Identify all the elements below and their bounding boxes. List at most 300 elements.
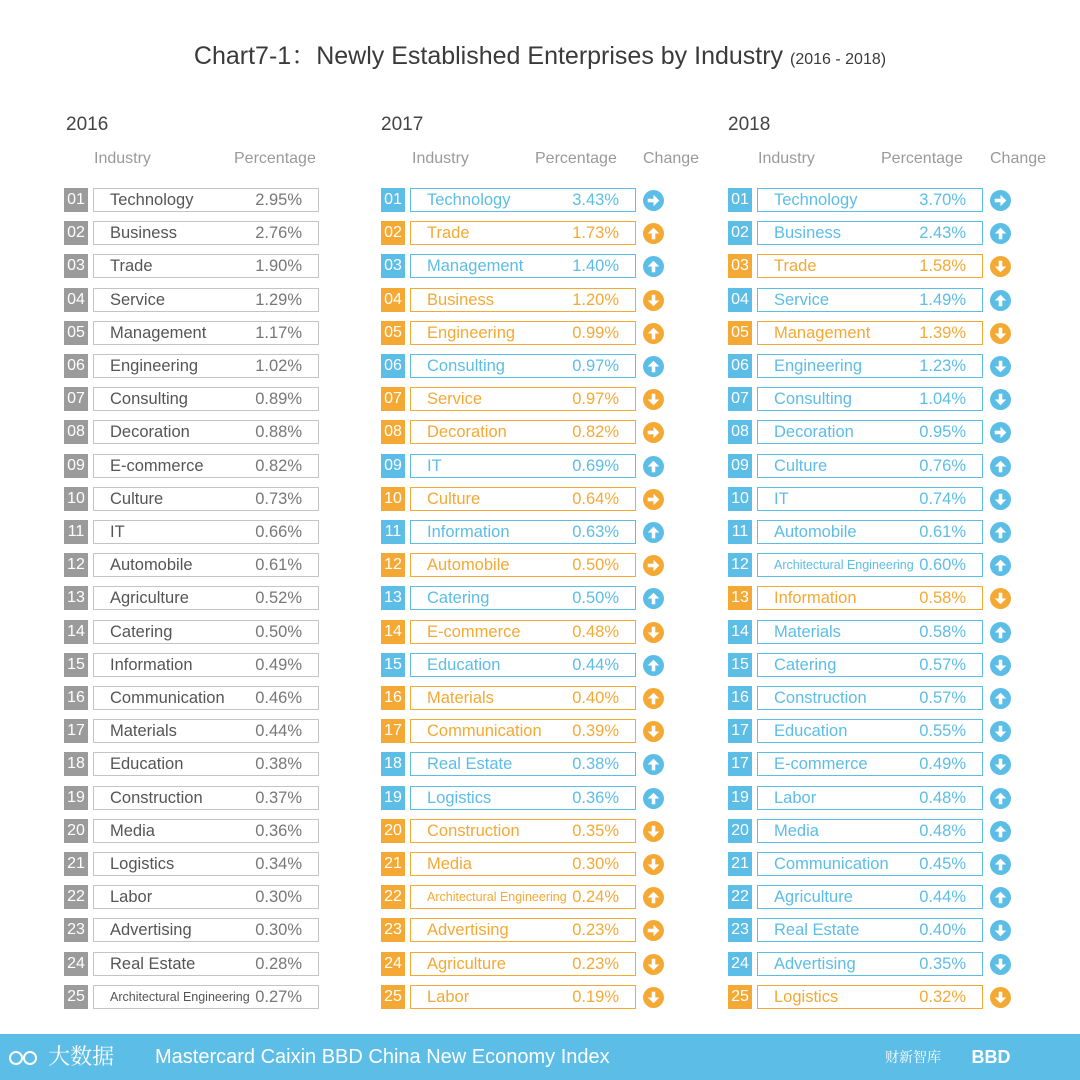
rank-number: 17 <box>64 719 88 743</box>
percentage-value: 0.60% <box>919 556 966 574</box>
chart-title-sub: (2016 - 2018) <box>790 51 887 68</box>
percentage-value: 0.44% <box>572 656 619 674</box>
ranking-row <box>64 354 348 378</box>
rank-number: 23 <box>381 918 405 942</box>
rank-number: 03 <box>381 254 405 278</box>
ranking-row <box>728 719 1012 743</box>
change-down-icon <box>990 987 1011 1008</box>
percentage-value: 0.30% <box>255 921 302 939</box>
industry-label: Real Estate <box>427 755 513 773</box>
caixin-insight-logo: 财新智库 <box>885 1049 941 1065</box>
rank-number: 21 <box>381 852 405 876</box>
percentage-value: 0.50% <box>572 589 619 607</box>
change-down-icon <box>643 389 664 410</box>
industry-label: Labor <box>774 789 817 807</box>
industry-cell <box>410 985 636 1009</box>
rank-number: 24 <box>64 952 88 976</box>
ranking-row <box>728 786 1012 810</box>
change-up-icon <box>990 854 1011 875</box>
rank-number: 06 <box>381 354 405 378</box>
ranking-row <box>728 852 1012 876</box>
rank-number: 09 <box>728 454 752 478</box>
percentage-value: 0.19% <box>572 988 619 1006</box>
change-right-icon <box>643 555 664 576</box>
rank-number: 12 <box>64 553 88 577</box>
bbd-logo-text: BBD <box>971 1047 1011 1067</box>
industry-label: Materials <box>110 722 177 740</box>
industry-label: Catering <box>774 656 837 674</box>
change-up-icon <box>990 290 1011 311</box>
rank-number: 16 <box>381 686 405 710</box>
ranking-row <box>381 288 665 312</box>
change-up-icon <box>990 555 1011 576</box>
change-right-icon <box>643 920 664 941</box>
industry-cell <box>757 321 983 345</box>
change-up-icon <box>990 456 1011 477</box>
rank-number: 22 <box>64 885 88 909</box>
industry-cell <box>757 686 983 710</box>
ranking-row <box>728 885 1012 909</box>
rank-number: 17 <box>381 719 405 743</box>
industry-label: Trade <box>110 257 153 275</box>
ranking-row <box>728 752 1012 776</box>
percentage-value: 0.32% <box>919 988 966 1006</box>
industry-label: Materials <box>774 623 841 641</box>
rank-number: 14 <box>64 620 88 644</box>
percentage-value: 0.61% <box>255 556 302 574</box>
rank-number: 06 <box>64 354 88 378</box>
industry-label: Information <box>427 523 510 541</box>
industry-label: Advertising <box>774 955 856 973</box>
industry-label: Service <box>774 291 830 309</box>
change-down-icon <box>990 721 1011 742</box>
ranking-row <box>381 819 665 843</box>
percentage-value: 0.97% <box>572 357 619 375</box>
ranking-row <box>381 188 665 212</box>
industry-label: Consulting <box>427 357 505 375</box>
change-down-icon <box>990 323 1011 344</box>
header-percentage: Percentage <box>535 150 617 167</box>
industry-cell <box>410 918 636 942</box>
industry-cell <box>93 852 319 876</box>
industry-cell <box>757 454 983 478</box>
ranking-row <box>728 918 1012 942</box>
industry-cell <box>93 520 319 544</box>
ranking-row <box>728 354 1012 378</box>
percentage-value: 0.30% <box>255 888 302 906</box>
rank-number: 10 <box>64 487 88 511</box>
industry-label: E-commerce <box>427 623 521 641</box>
ranking-row <box>64 852 348 876</box>
change-up-icon <box>643 522 664 543</box>
industry-label: Architectural Engineering <box>110 989 250 1004</box>
industry-label: Technology <box>774 191 858 209</box>
change-right-icon <box>990 422 1011 443</box>
industry-label: Information <box>774 589 857 607</box>
industry-label: Engineering <box>427 324 516 342</box>
industry-label: Labor <box>110 888 153 906</box>
ranking-row <box>64 819 348 843</box>
industry-cell <box>410 819 636 843</box>
industry-label: Consulting <box>774 390 852 408</box>
industry-label: Communication <box>110 689 225 707</box>
ranking-row <box>64 420 348 444</box>
industry-label: Trade <box>774 257 817 275</box>
rank-number: 16 <box>64 686 88 710</box>
industry-cell <box>93 553 319 577</box>
header-percentage: Percentage <box>881 150 963 167</box>
ranking-row <box>381 852 665 876</box>
ranking-row <box>728 288 1012 312</box>
rank-number: 15 <box>64 653 88 677</box>
industry-label: Service <box>110 291 166 309</box>
industry-label: Communication <box>774 855 889 873</box>
percentage-value: 1.73% <box>572 224 619 242</box>
ranking-row <box>728 819 1012 843</box>
rank-number: 11 <box>381 520 405 544</box>
change-up-icon <box>990 622 1011 643</box>
industry-cell <box>93 188 319 212</box>
industry-cell <box>93 885 319 909</box>
industry-label: Logistics <box>110 855 175 873</box>
industry-cell <box>757 852 983 876</box>
ranking-row <box>381 387 665 411</box>
industry-cell <box>410 786 636 810</box>
industry-label: Automobile <box>110 556 193 574</box>
industry-cell <box>93 719 319 743</box>
industry-label: Business <box>110 224 177 242</box>
industry-label: Trade <box>427 224 470 242</box>
industry-cell <box>757 553 983 577</box>
rank-number: 17 <box>728 752 752 776</box>
ranking-row <box>381 420 665 444</box>
change-down-icon <box>643 987 664 1008</box>
percentage-value: 0.37% <box>255 789 302 807</box>
rank-number: 10 <box>381 487 405 511</box>
change-down-icon <box>643 821 664 842</box>
rank-number: 09 <box>64 454 88 478</box>
rank-number: 02 <box>64 221 88 245</box>
ranking-row <box>728 520 1012 544</box>
industry-label: Construction <box>774 689 867 707</box>
industry-cell <box>410 553 636 577</box>
industry-label: Management <box>110 324 207 342</box>
change-down-icon <box>990 754 1011 775</box>
ranking-row <box>381 221 665 245</box>
percentage-value: 0.28% <box>255 955 302 973</box>
percentage-value: 0.64% <box>572 490 619 508</box>
percentage-value: 0.97% <box>572 390 619 408</box>
rank-number: 11 <box>64 520 88 544</box>
ranking-row <box>64 952 348 976</box>
ranking-row <box>728 254 1012 278</box>
header-percentage: Percentage <box>234 150 316 167</box>
industry-cell <box>757 620 983 644</box>
industry-label: Catering <box>427 589 490 607</box>
change-down-icon <box>990 920 1011 941</box>
industry-cell <box>93 819 319 843</box>
industry-cell <box>757 254 983 278</box>
ranking-row <box>381 321 665 345</box>
rank-number: 10 <box>728 487 752 511</box>
ranking-row <box>381 620 665 644</box>
percentage-value: 1.20% <box>572 291 619 309</box>
change-up-icon <box>990 688 1011 709</box>
rank-number: 02 <box>381 221 405 245</box>
percentage-value: 1.04% <box>919 390 966 408</box>
industry-cell <box>757 520 983 544</box>
percentage-value: 0.38% <box>255 755 302 773</box>
percentage-value: 1.40% <box>572 257 619 275</box>
percentage-value: 0.66% <box>255 523 302 541</box>
industry-label: E-commerce <box>110 457 204 475</box>
percentage-value: 0.57% <box>919 689 966 707</box>
industry-cell <box>757 420 983 444</box>
percentage-value: 1.49% <box>919 291 966 309</box>
change-down-icon <box>643 954 664 975</box>
ranking-row <box>381 653 665 677</box>
percentage-value: 0.49% <box>255 656 302 674</box>
industry-cell <box>757 918 983 942</box>
chart-title-main: Chart7-1：Newly Established Enterprises by Industry <box>193 42 784 70</box>
percentage-value: 0.69% <box>572 457 619 475</box>
industry-cell <box>757 387 983 411</box>
rank-number: 05 <box>64 321 88 345</box>
industry-cell <box>410 620 636 644</box>
ranking-row <box>728 653 1012 677</box>
rank-number: 20 <box>381 819 405 843</box>
ranking-row <box>64 553 348 577</box>
change-up-icon <box>990 522 1011 543</box>
industry-cell <box>93 321 319 345</box>
change-up-icon <box>990 887 1011 908</box>
ranking-row <box>64 786 348 810</box>
industry-cell <box>93 985 319 1009</box>
rank-number: 04 <box>728 288 752 312</box>
rank-number: 09 <box>381 454 405 478</box>
industry-cell <box>757 885 983 909</box>
percentage-value: 0.74% <box>919 490 966 508</box>
industry-cell <box>757 188 983 212</box>
ranking-row <box>381 354 665 378</box>
rank-number: 17 <box>728 719 752 743</box>
industry-cell <box>757 952 983 976</box>
ranking-row <box>64 719 348 743</box>
industry-cell <box>93 686 319 710</box>
industry-label: Decoration <box>774 423 854 441</box>
chart-title <box>0 36 1080 72</box>
industry-label: Advertising <box>427 921 509 939</box>
rank-number: 01 <box>728 188 752 212</box>
rank-number: 13 <box>728 586 752 610</box>
ranking-row <box>728 454 1012 478</box>
change-down-icon <box>990 954 1011 975</box>
industry-label: Culture <box>427 490 481 508</box>
percentage-value: 0.40% <box>919 921 966 939</box>
change-up-icon <box>643 256 664 277</box>
rank-number: 13 <box>64 586 88 610</box>
change-up-icon <box>990 821 1011 842</box>
percentage-value: 0.99% <box>572 324 619 342</box>
ranking-row <box>64 487 348 511</box>
percentage-value: 0.27% <box>255 988 302 1006</box>
percentage-value: 0.23% <box>572 955 619 973</box>
industry-label: Labor <box>427 988 470 1006</box>
industry-label: Consulting <box>110 390 188 408</box>
industry-label: Media <box>774 822 819 840</box>
ranking-row <box>64 918 348 942</box>
ranking-row <box>381 553 665 577</box>
percentage-value: 1.17% <box>255 324 302 342</box>
change-down-icon <box>990 356 1011 377</box>
percentage-value: 0.61% <box>919 523 966 541</box>
rank-number: 14 <box>728 620 752 644</box>
industry-cell <box>410 221 636 245</box>
industry-cell <box>93 918 319 942</box>
rank-number: 24 <box>381 952 405 976</box>
ranking-row <box>728 952 1012 976</box>
ranking-row <box>381 918 665 942</box>
percentage-value: 0.36% <box>255 822 302 840</box>
industry-cell <box>410 487 636 511</box>
percentage-value: 2.43% <box>919 224 966 242</box>
ranking-row <box>381 520 665 544</box>
percentage-value: 0.45% <box>919 855 966 873</box>
rank-number: 16 <box>728 686 752 710</box>
rank-number: 12 <box>381 553 405 577</box>
rank-number: 12 <box>728 553 752 577</box>
ranking-row <box>381 719 665 743</box>
ranking-row <box>64 586 348 610</box>
industry-label: Service <box>427 390 483 408</box>
industry-cell <box>757 586 983 610</box>
change-down-icon <box>643 854 664 875</box>
percentage-value: 0.38% <box>572 755 619 773</box>
industry-label: Construction <box>427 822 520 840</box>
header-industry: Industry <box>412 150 469 167</box>
rank-number: 18 <box>381 752 405 776</box>
ranking-row <box>728 188 1012 212</box>
industry-label: E-commerce <box>774 755 868 773</box>
ranking-row <box>64 321 348 345</box>
percentage-value: 1.02% <box>255 357 302 375</box>
change-down-icon <box>990 489 1011 510</box>
ranking-row <box>381 985 665 1009</box>
percentage-value: 0.88% <box>255 423 302 441</box>
percentage-value: 0.30% <box>572 855 619 873</box>
rank-number: 20 <box>64 819 88 843</box>
percentage-value: 0.36% <box>572 789 619 807</box>
ranking-row <box>381 586 665 610</box>
rank-number: 04 <box>381 288 405 312</box>
panel-year: 2016 <box>66 114 109 135</box>
rank-number: 24 <box>728 952 752 976</box>
industry-cell <box>410 719 636 743</box>
rank-number: 08 <box>381 420 405 444</box>
rank-number: 25 <box>381 985 405 1009</box>
percentage-value: 0.35% <box>572 822 619 840</box>
percentage-value: 3.70% <box>919 191 966 209</box>
percentage-value: 0.44% <box>919 888 966 906</box>
industry-label: Agriculture <box>427 955 506 973</box>
percentage-value: 2.95% <box>255 191 302 209</box>
change-right-icon <box>643 422 664 443</box>
rank-number: 08 <box>64 420 88 444</box>
bbd-data-logo <box>8 1042 148 1072</box>
panel-year: 2017 <box>381 114 424 135</box>
industry-label: Management <box>774 324 871 342</box>
rank-number: 21 <box>728 852 752 876</box>
rank-number: 08 <box>728 420 752 444</box>
industry-label: Media <box>110 822 155 840</box>
rank-number: 02 <box>728 221 752 245</box>
change-down-icon <box>643 721 664 742</box>
industry-label: Management <box>427 257 524 275</box>
percentage-value: 0.49% <box>919 755 966 773</box>
industry-cell <box>410 653 636 677</box>
rank-number: 22 <box>381 885 405 909</box>
percentage-value: 1.90% <box>255 257 302 275</box>
industry-label: Catering <box>110 623 173 641</box>
industry-cell <box>410 288 636 312</box>
rank-number: 20 <box>728 819 752 843</box>
industry-cell <box>757 752 983 776</box>
ranking-row <box>64 288 348 312</box>
percentage-value: 0.55% <box>919 722 966 740</box>
panel-year: 2018 <box>728 114 771 135</box>
ranking-row <box>64 620 348 644</box>
percentage-value: 0.48% <box>919 822 966 840</box>
rank-number: 03 <box>728 254 752 278</box>
rank-number: 21 <box>64 852 88 876</box>
industry-label: Real Estate <box>774 921 860 939</box>
industry-label: Materials <box>427 689 494 707</box>
percentage-value: 0.76% <box>919 457 966 475</box>
industry-cell <box>93 653 319 677</box>
header-change: Change <box>643 150 700 167</box>
percentage-value: 0.82% <box>572 423 619 441</box>
rank-number: 22 <box>728 885 752 909</box>
percentage-value: 1.39% <box>919 324 966 342</box>
industry-cell <box>757 786 983 810</box>
footer-bar <box>0 1034 1080 1080</box>
rank-number: 04 <box>64 288 88 312</box>
percentage-value: 0.48% <box>572 623 619 641</box>
percentage-value: 0.24% <box>572 888 619 906</box>
rank-number: 19 <box>64 786 88 810</box>
percentage-value: 0.82% <box>255 457 302 475</box>
ranking-row <box>728 420 1012 444</box>
ranking-row <box>381 254 665 278</box>
change-right-icon <box>990 190 1011 211</box>
percentage-value: 1.23% <box>919 357 966 375</box>
change-up-icon <box>643 356 664 377</box>
change-down-icon <box>990 588 1011 609</box>
ranking-row <box>381 952 665 976</box>
percentage-value: 0.63% <box>572 523 619 541</box>
industry-label: Engineering <box>110 357 199 375</box>
industry-cell <box>757 487 983 511</box>
ranking-row <box>64 985 348 1009</box>
rank-number: 15 <box>728 653 752 677</box>
percentage-value: 1.29% <box>255 291 302 309</box>
rank-number: 15 <box>381 653 405 677</box>
industry-cell <box>93 254 319 278</box>
change-up-icon <box>990 788 1011 809</box>
industry-cell <box>93 487 319 511</box>
ranking-row <box>64 188 348 212</box>
industry-cell <box>93 952 319 976</box>
